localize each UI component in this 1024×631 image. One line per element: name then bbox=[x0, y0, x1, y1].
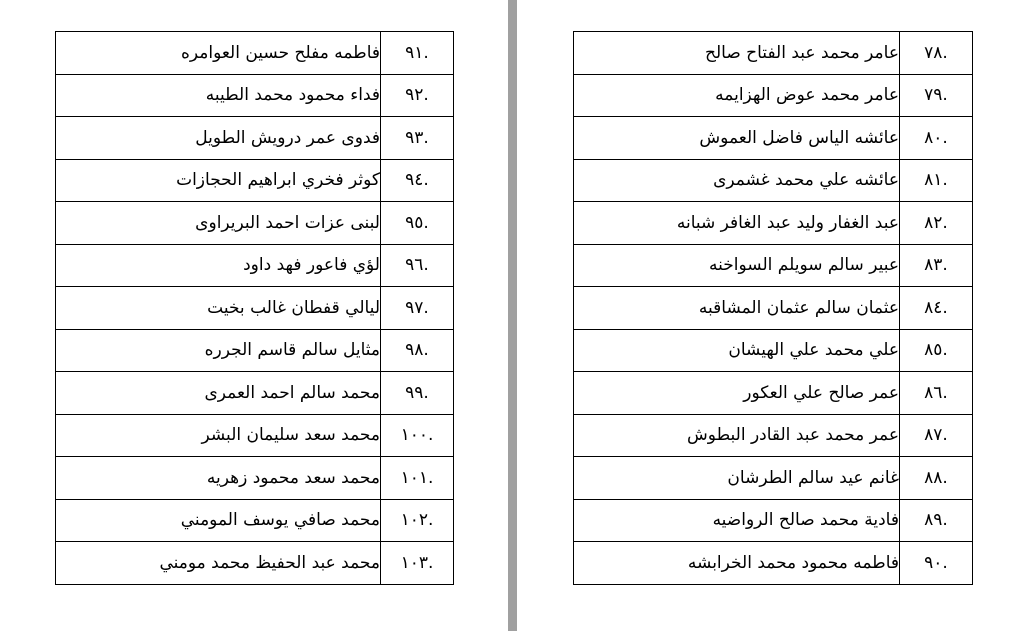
student-name: عائشه علي محمد غشمرى bbox=[574, 159, 900, 202]
row-number: .٨٣ bbox=[900, 244, 973, 287]
row-number: .٨٢ bbox=[900, 202, 973, 245]
table-row bbox=[574, 499, 973, 542]
names-table-right bbox=[573, 31, 973, 585]
student-name: عبير سالم سويلم السواخنه bbox=[574, 244, 900, 287]
row-number: .١٠٣ bbox=[381, 542, 454, 585]
names-table-right-body bbox=[574, 32, 973, 585]
student-name: عبد الغفار وليد عبد الغافر شبانه bbox=[574, 202, 900, 245]
row-number: .٩٤ bbox=[381, 159, 454, 202]
student-name: ليالي قفطان غالب بخيت bbox=[56, 287, 381, 330]
row-number: .١٠٢ bbox=[381, 499, 454, 542]
table-row bbox=[56, 117, 454, 160]
row-number: .٩٩ bbox=[381, 372, 454, 415]
student-name: فداء محمود محمد الطيبه bbox=[56, 74, 381, 117]
student-name: فدوى عمر درويش الطويل bbox=[56, 117, 381, 160]
table-row bbox=[574, 457, 973, 500]
row-number: .١٠١ bbox=[381, 457, 454, 500]
table-row bbox=[574, 244, 973, 287]
student-name: علي محمد علي الهيشان bbox=[574, 329, 900, 372]
student-name: فاطمه محمود محمد الخرابشه bbox=[574, 542, 900, 585]
table-row bbox=[574, 202, 973, 245]
row-number: .١٠٠ bbox=[381, 414, 454, 457]
row-number: .٧٨ bbox=[900, 32, 973, 75]
table-row bbox=[574, 414, 973, 457]
row-number: .٨٤ bbox=[900, 287, 973, 330]
names-table-left bbox=[55, 31, 454, 585]
student-name: عامر محمد عوض الهزايمه bbox=[574, 74, 900, 117]
student-name: محمد سعد محمود زهريه bbox=[56, 457, 381, 500]
row-number: .٩٢ bbox=[381, 74, 454, 117]
table-row bbox=[574, 329, 973, 372]
student-name: عامر محمد عبد الفتاح صالح bbox=[574, 32, 900, 75]
table-row bbox=[574, 287, 973, 330]
table-row bbox=[56, 287, 454, 330]
row-number: .٨١ bbox=[900, 159, 973, 202]
page-gutter bbox=[508, 0, 517, 631]
row-number: .٨٥ bbox=[900, 329, 973, 372]
row-number: .٨٠ bbox=[900, 117, 973, 160]
student-name: لبنى عزات احمد البريراوى bbox=[56, 202, 381, 245]
table-row bbox=[574, 159, 973, 202]
student-name: عمر صالح علي العكور bbox=[574, 372, 900, 415]
table-row bbox=[574, 32, 973, 75]
student-name: فادية محمد صالح الرواضيه bbox=[574, 499, 900, 542]
table-row bbox=[56, 329, 454, 372]
row-number: .٨٩ bbox=[900, 499, 973, 542]
student-name: عمر محمد عبد القادر البطوش bbox=[574, 414, 900, 457]
row-number: .٨٦ bbox=[900, 372, 973, 415]
student-name: مثايل سالم قاسم الجرره bbox=[56, 329, 381, 372]
table-row bbox=[56, 499, 454, 542]
left-page bbox=[0, 0, 508, 631]
row-number: .٧٩ bbox=[900, 74, 973, 117]
row-number: .٩١ bbox=[381, 32, 454, 75]
table-row bbox=[56, 32, 454, 75]
row-number: .٩٥ bbox=[381, 202, 454, 245]
student-name: محمد سالم احمد العمرى bbox=[56, 372, 381, 415]
student-name: محمد عبد الحفيظ محمد مومني bbox=[56, 542, 381, 585]
student-name: فاطمه مفلح حسين العوامره bbox=[56, 32, 381, 75]
table-row bbox=[56, 244, 454, 287]
student-name: عائشه الياس فاضل العموش bbox=[574, 117, 900, 160]
table-row bbox=[56, 202, 454, 245]
row-number: .٨٨ bbox=[900, 457, 973, 500]
names-table-left-body bbox=[56, 32, 454, 585]
student-name: محمد صافي يوسف المومني bbox=[56, 499, 381, 542]
row-number: .٩٦ bbox=[381, 244, 454, 287]
table-row bbox=[56, 457, 454, 500]
table-row bbox=[56, 372, 454, 415]
row-number: .٩٣ bbox=[381, 117, 454, 160]
table-row bbox=[56, 542, 454, 585]
table-row bbox=[574, 117, 973, 160]
student-name: كوثر فخري ابراهيم الحجازات bbox=[56, 159, 381, 202]
student-name: عثمان سالم عثمان المشاقبه bbox=[574, 287, 900, 330]
student-name: لؤي فاعور فهد داود bbox=[56, 244, 381, 287]
row-number: .٨٧ bbox=[900, 414, 973, 457]
row-number: .٩٠ bbox=[900, 542, 973, 585]
row-number: .٩٧ bbox=[381, 287, 454, 330]
student-name: غانم عيد سالم الطرشان bbox=[574, 457, 900, 500]
table-row bbox=[574, 372, 973, 415]
table-row bbox=[56, 159, 454, 202]
student-name: محمد سعد سليمان البشر bbox=[56, 414, 381, 457]
row-number: .٩٨ bbox=[381, 329, 454, 372]
right-page bbox=[517, 0, 1024, 631]
table-row bbox=[56, 414, 454, 457]
table-row bbox=[56, 74, 454, 117]
table-row bbox=[574, 542, 973, 585]
table-row bbox=[574, 74, 973, 117]
